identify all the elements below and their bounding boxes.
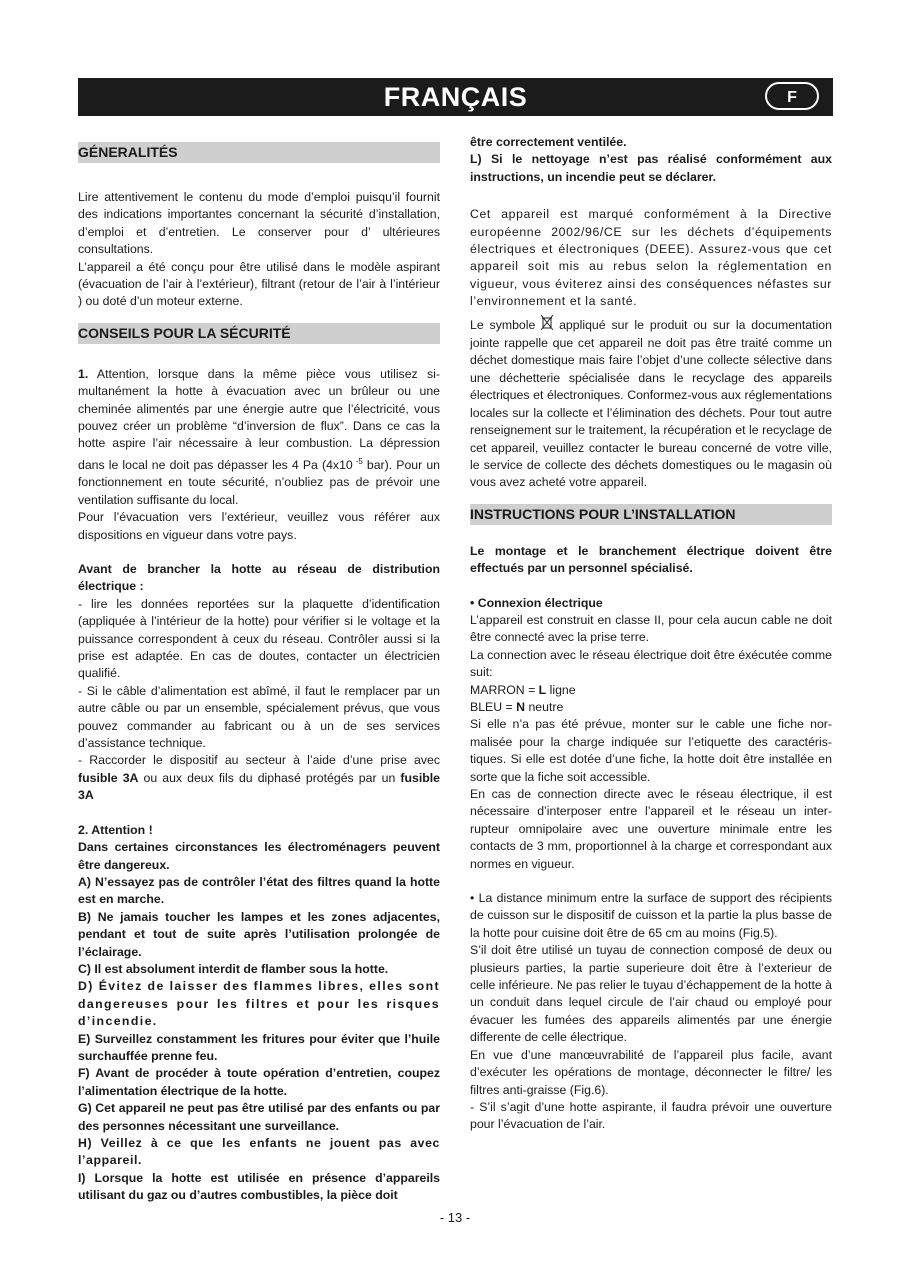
attention-item-c: C) Il est absolument interdit de flamber sous la hotte.: [78, 961, 389, 976]
safety-paragraph-2: Pour l’évacuation vers l’extérieur, veuillez vous référer aux dispositions en vigueur dans votre pays.: [78, 510, 440, 542]
weee-paragraph: Cet appareil est marqué conformément à la Directive européenne 2002/96/CE sur les déchets d’équipements électriques et électroniques (DEEE). Assurez-vous que cet appareil soit mis au rebus selon la réglementation en vigueur, vous éviterez ainsi des conséquences néfastes sur l’environnement et la santé.: [470, 207, 832, 309]
distance-paragraph: • La distance minimum entre la surface de support des récipients de cuisson sur le dispositif de cuisson et la partie la plus basse de la hotte pour cuisine doit être de 65 cm au moins (Fig.5).: [470, 891, 832, 940]
attention-item-e: E) Surveillez constamment les fritures pour éviter que l’huile surchauffée prenne feu.: [78, 1031, 440, 1063]
attention-item-g: G) Cet appareil ne peut pas être utilisé par des enfants ou par des personnes nécessitant une surveillance.: [78, 1101, 440, 1133]
section-heading-general: GÉNERALITÉS: [78, 142, 440, 163]
page-title: FRANÇAIS: [383, 82, 528, 112]
wire-blue: BLEU = N neutre: [470, 699, 564, 714]
left-column: [78, 142, 440, 1205]
before-connect-heading: Avant de brancher la hotte au réseau de distribution électrique :: [78, 562, 440, 594]
electrical-connection-heading: • Connexion électrique: [470, 595, 603, 610]
page-number: - 13 -: [439, 1210, 471, 1225]
attention-intro: Dans certaines circonstances les électroménagers peuvent être dangereux.: [78, 840, 440, 872]
attention-item-i: I) Lorsque la hotte est utilisée en présence d’appareils utilisant du gaz ou d’autres combustibles, la pièce doit: [78, 1170, 440, 1203]
crossed-bin-icon: [541, 315, 553, 335]
connection-paragraph-4: En cas de connection directe avec le réseau électrique, il est nécessaire d’interposer entre l’appareil et le réseau un interrupteur omnipolaire avec une ouverture minimale entre les contacts de 3 mm, proportionnel à la charge et correspondant aux normes en vigueur.: [470, 787, 832, 871]
connection-paragraph-3: Si elle n’a pas été prévue, monter sur le cable une fiche normalisée pour la charge indiquée sur l’etiquette des caractéristiques. Si elle est dotée d’une fiche, la hotte doit être installée en sorte que la fiche soit accessible.: [470, 717, 832, 784]
general-paragraph-1: Lire attentivement le contenu du mode d’emploi puisqu’il fournit des indications importantes concernant la sécurité d’installation, d’emploi et d’entretien. Le conserver pour d’ ultérieures consultations.: [78, 190, 440, 257]
attention-item-h: H) Veillez à ce que les enfants ne jouent pas avec l’appareil.: [78, 1136, 440, 1168]
tube-paragraph: S’il doit être utilisé un tuyau de connection composé de deux ou plusieurs parties, la partie superieure doit être à l’exterieur de celle inférieure. Ne pas relier le tuyau d’échappement de la hotte à un conduit dans lequel circule de l’air chaud ou employé pour évacuer les fumées des appareils alimentés par une énergie differente de celle électrique.: [470, 943, 832, 1045]
language-banner: [78, 78, 833, 116]
maneuver-paragraph: En vue d’une manœuvrabilité de l’appareil plus facile, avant d’exécuter les opérations de montage, déconnecter le filtre/ les filtres anti-graisse (Fig.6).: [470, 1047, 832, 1097]
attention-item-f: F) Avant de procéder à toute opération d’entretien, coupez l’alimentation électrique de la hotte.: [78, 1066, 440, 1098]
before-connect-item-3: - Raccorder le dispositif au secteur à l’aide d’une prise avec fusible 3A ou aux deux fils du diphasé protégés par un fusible 3A: [78, 753, 441, 803]
aspirating-paragraph: - S’il s’agit d’une hotte aspirante, il faudra prévoir une ouverture pour l’évacuation de l’air.: [470, 1099, 832, 1132]
attention-item-d: D) Évitez de laisser des flammes libres, elles sont dangereuses pour les filtres et pour les risques d’incendie.: [78, 979, 440, 1029]
general-paragraph-2: L’appareil a été conçu pour être utilisé dans le modèle aspirant (évacuation de l’air à l’extérieur), filtrant (retour de l’air à l’intérieur ) ou doté d’un moteur externe.: [78, 259, 440, 309]
language-badge: F: [765, 82, 819, 110]
section-heading-installation: INSTRUCTIONS POUR L’INSTALLATION: [470, 504, 832, 525]
wire-brown: MARRON = L ligne: [470, 682, 576, 697]
safety-paragraph-1: 1. Attention, lorsque dans la même pièce vous utilisez simultanément la hotte à évacuation avec un brûleur ou une cheminée alimentés par une énergie autre que l’électricité, vous pouvez créer un problème “d’inversion de flux”. Dans ce cas la hotte aspire l’air nécessaire à leur combustion. La dépression dans le local ne doit pas dépasser les 4 Pa (4x10 $^{-5}$ bar). Pour un fonctionnement en toute sécurité, n’oubliez pas de prévoir une ventilation suffisante du local.: [78, 366, 441, 507]
before-connect-item-2: - Si le câble d’alimentation est abîmé, il faut le remplacer par un autre câble ou par un ensemble, spécialement prévus, que vous pouvez commander au fabricant ou à un de ses services d’assistance technique.: [78, 683, 440, 751]
attention-continued: être correctement ventilée.: [470, 135, 627, 149]
attention-item-b: B) Ne jamais toucher les lampes et les zones adjacentes, pendant et tout de suite après l’utilisation prolongée de l’éclairage.: [78, 909, 440, 959]
connection-paragraph-1: L’appareil est construit en classe II, pour cela aucun cable ne doit être connecté avec la prise terre.: [470, 612, 832, 645]
symbol-paragraph: Le symbole appliqué sur le produit ou sur la documentation jointe rappelle que cet appareil ne doit pas être traité comme un déchet domestique mais faire l’objet d’une collecte sélective dans une déchetterie spécialisée dans le recyclage des appareils électriques et électroniques. Conformez-vous aux réglementations locales sur la collecte et l’élimination des déchets. Pour tout autre renseignement sur le traitement, la récupération et le recyclage de cet appareil, veuillez contacter le bureau concerné de votre ville, le service de collecte des déchets domestiques ou le magasin où vous avez acheté votre appareil.: [470, 315, 832, 492]
right-column: [470, 134, 832, 1134]
before-connect-item-1: - lire les données reportées sur la plaquette d’identification (appliquée à l’intérieur de la hotte) pour vérifier si le voltage et la puissance correspondent à ceux du réseau. Contrôler aussi si la prise est adaptée. En cas de doutes, contacter un électricien qualifié.: [78, 596, 440, 681]
section-heading-safety: CONSEILS POUR LA SÉCURITÉ: [78, 323, 440, 344]
attention-heading: 2. Attention !: [78, 822, 153, 837]
installation-warning: Le montage et le branchement électrique doivent être effectués par un personnel spécialisé.: [470, 543, 832, 576]
attention-item-l: L) Si le nettoyage n’est pas réalisé conformément aux instructions, un incendie peut se déclarer.: [470, 152, 832, 184]
connection-paragraph-2: La connection avec le réseau électrique doit être éxécutée comme suit:: [470, 647, 832, 680]
attention-item-a: A) N’essayez pas de contrôler l’état des filtres quand la hotte est en marche.: [78, 874, 440, 907]
